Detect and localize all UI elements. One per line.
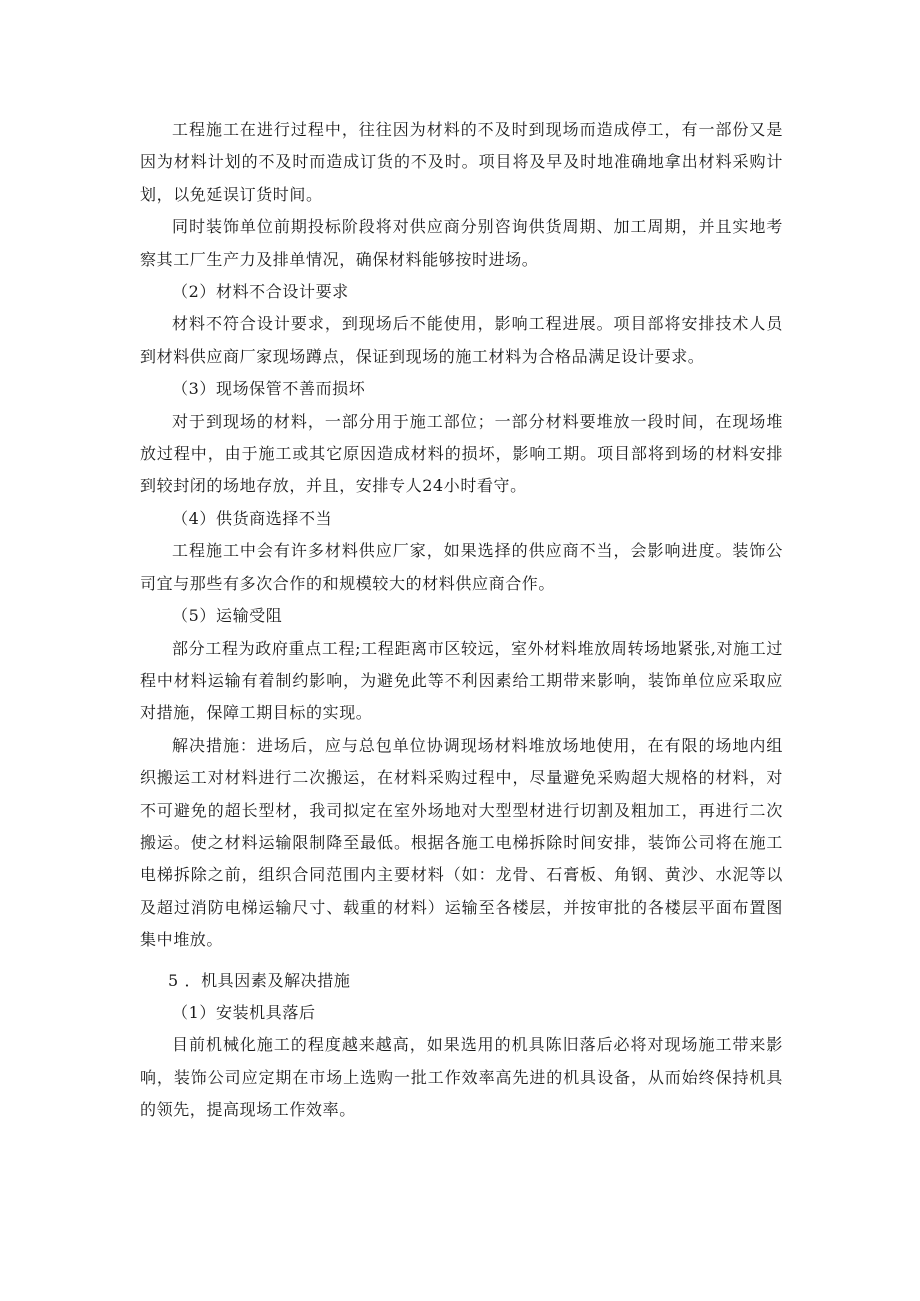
paragraph-equipment-outdated: 目前机械化施工的程度越来越高，如果选用的机具陈旧落后必将对现场施工带来影响，装饰公司应定期在市场上选购一批工作效率高先进的机具设备，从而始终保持机具的领先，提高现场工作效率。 [140,1035,783,1120]
paragraph-supplier-choice: 工程施工中会有许多材料供应厂家，如果选择的供应商不当，会影响进度。装饰公司宜与那些有多次合作的和规模较大的材料供应商合作。 [140,541,783,593]
paragraph-supplier-consult: 同时装饰单位前期投标阶段将对供应商分别咨询供货周期、加工周期，并且实地考察其工厂生产力及排单情况，确保材料能够按时进场。 [140,217,783,269]
document-page [140,114,783,1127]
paragraph-transport-blocked: 部分工程为政府重点工程;工程距离市区较远，室外材料堆放周转场地紧张,对施工过程中材料运输有着制约影响，为避免此等不利因素给工期带来影响，装饰单位应采取应对措施，保障工期目标的实现。 [140,638,783,723]
subheading-equipment-outdated: （1）安装机具落后 [172,1002,316,1022]
paragraph-solution-measures: 解决措施：进场后，应与总包单位协调现场材料堆放场地使用，在有限的场地内组织搬运工对材料进行二次搬运，在材料采购过程中，尽量避免采购超大规格的材料，对不可避免的超长型材，我司拟定在室外场地对大型型材进行切割及粗加工，再进行二次搬运。使之材料运输限制降至最低。根据各施工电梯拆除时间安排，装饰公司将在施工电梯拆除之前，组织合同范围内主要材料（如：龙骨、石膏板、角钢、黄沙、水泥等以及超过消防电梯运输尺寸、载重的材料）运输至各楼层，并按审批的各楼层平面布置图集中堆放。 [140,735,783,950]
subheading-supplier-choice: （4）供货商选择不当 [172,508,333,528]
subheading-transport-blocked: （5）运输受阻 [172,606,283,626]
paragraph-storage-damage: 对于到现场的材料，一部分用于施工部位；一部分材料要堆放一段时间，在现场堆放过程中，由于施工或其它原因造成材料的损坏，影响工期。项目部将到场的材料安排到较封闭的场地存放，并且，安排专人24小时看守。 [140,411,783,496]
paragraph-design-requirements: 材料不符合设计要求，到现场后不能使用，影响工程进展。项目部将安排技术人员到材料供应商厂家现场蹲点，保证到现场的施工材料为合格品满足设计要求。 [140,314,783,366]
subheading-storage-damage: （3）现场保管不善而损坏 [172,379,366,399]
paragraph-material-delay: 工程施工在进行过程中，往往因为材料的不及时到现场而造成停工，有一部份又是因为材料计划的不及时而造成订货的不及时。项目将及早及时地准确地拿出材料采购计划，以免延误订货时间。 [140,120,783,204]
section-heading-equipment: 5 ．机具因素及解决措施 [168,970,351,990]
subheading-design-requirements: （2）材料不合设计要求 [172,282,349,302]
